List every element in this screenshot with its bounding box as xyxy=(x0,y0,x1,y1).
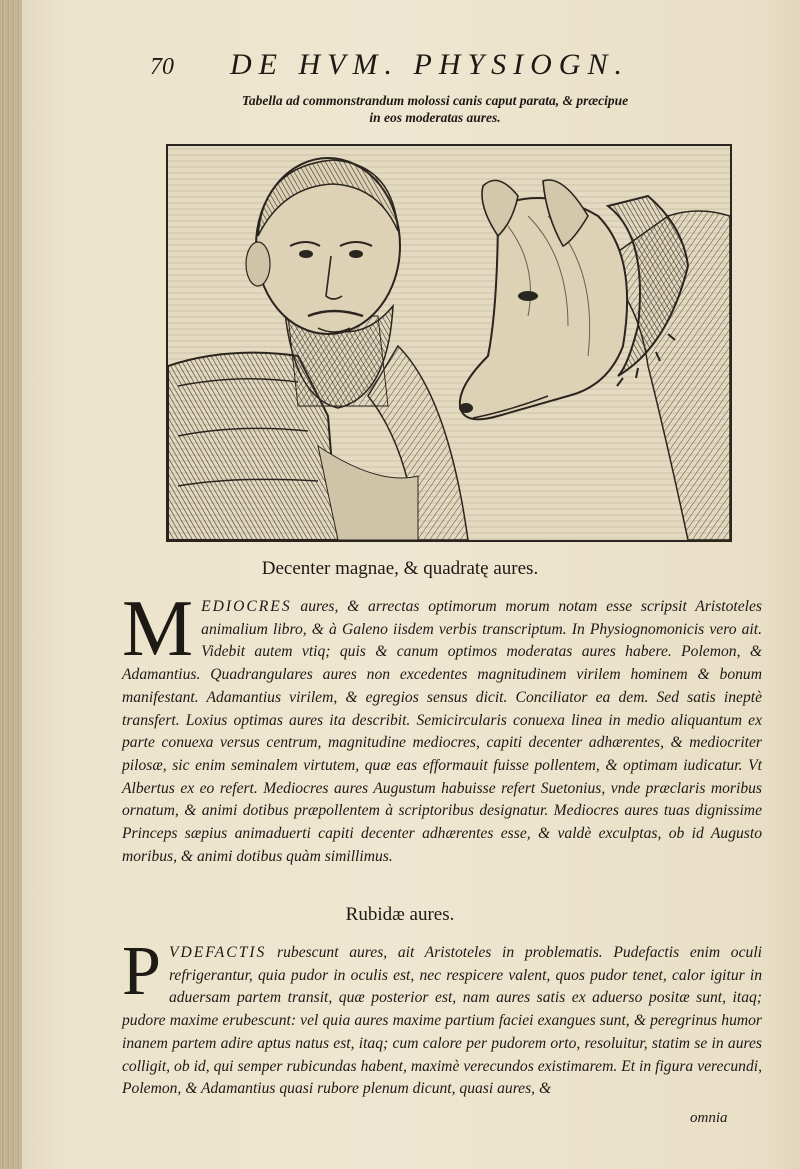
catchword: omnia xyxy=(690,1110,728,1126)
running-title: DE HVM. PHYSIOGN. xyxy=(230,48,629,81)
engraving-illustration xyxy=(168,146,730,540)
drop-cap-p: P xyxy=(122,933,161,1010)
lead-word: VDEFACTIS xyxy=(168,944,267,961)
caption-line-1: Tabella ad commonstrandum molossi canis caput parata, & præcipue xyxy=(241,93,629,108)
lead-word: EDIOCRES xyxy=(201,598,292,615)
page-number: 70 xyxy=(150,54,174,80)
paragraph-rubidae-aures xyxy=(122,933,762,1142)
paragraph-mediocres-aures xyxy=(122,585,762,896)
plate-caption xyxy=(220,92,650,126)
page-header xyxy=(140,44,680,88)
book-spine-edge xyxy=(0,0,22,1169)
section-heading-rubidae-aures: Rubidæ aures. xyxy=(345,904,455,925)
drop-cap-m: M xyxy=(122,585,194,673)
paragraph-body: aures, & arrectas optimorum morum notam esse scripsit Aristoteles animalium libro, & à Galeno iisdem verbis transcriptum. In Physiognomonicis vero ait. Videbit autem vtiq; quis & canum optimos moderatas aures habere. Polemon, & Adamantius. Quadrangulares aures non excedentes magnitudinem virilem hominem & bonum manifestant. Adamantius virilem, & egregios sensus dicit. Conciliator ea dem. Sed satis ineptè transfert. Loxius optimas aures ita describit. Semicircularis conuexa linea in medio aliquantum ex parte conuexa versus centrum, magnitudine mediocres, capiti decenter adhærentes, & mediocriter pilosæ, sic enim seminalem virtutem, quæ eas efformauit fuisse pollentem, & optimam iudicatur. Vt Albertus ex eo refert. Mediocres aures Augustum habuisse refert Suetonius, vnde præclaris moribus ornatum, & animi dotibus præpollentem à scriptoribus designatur. Mediocres aures tuas dignissime Princeps sæpius animaduerti capiti decenter adhærentes esse, & valdè exculptas, ob id Augusto moribus, & animi dotibus quàm simillimus. xyxy=(122,598,762,865)
paragraph-body: rubescunt aures, ait Aristoteles in problematis. Pudefactis enim oculi refrigerantur, quia pudor in oculis est, nec respicere valent, quos pudor tenet, calor igitur in aduersam partem transit, quæ posterior est, nam aures satis ex aduerso positæ sunt, itaq; pudore maxime erubescunt: vel quia aures maxime partium faciei exangues sunt, & peregrinus humor inanem partem adire aptus natus est, itaq; cum calore per pudorem orto, resoluitur, statim se in aures colligit, ob id, qui semper rubicundas habent, maximè verecundos existimarem. Et in figura verecundi, Polemon, & Adamantius quasi rubore plenum dicunt, quasi aures, & xyxy=(122,944,762,1098)
engraving-plate xyxy=(166,144,732,542)
caption-line-2: in eos moderatas aures. xyxy=(369,110,501,125)
section-heading-ears-large: Decenter magnae, & quadratę aures. xyxy=(261,558,539,579)
